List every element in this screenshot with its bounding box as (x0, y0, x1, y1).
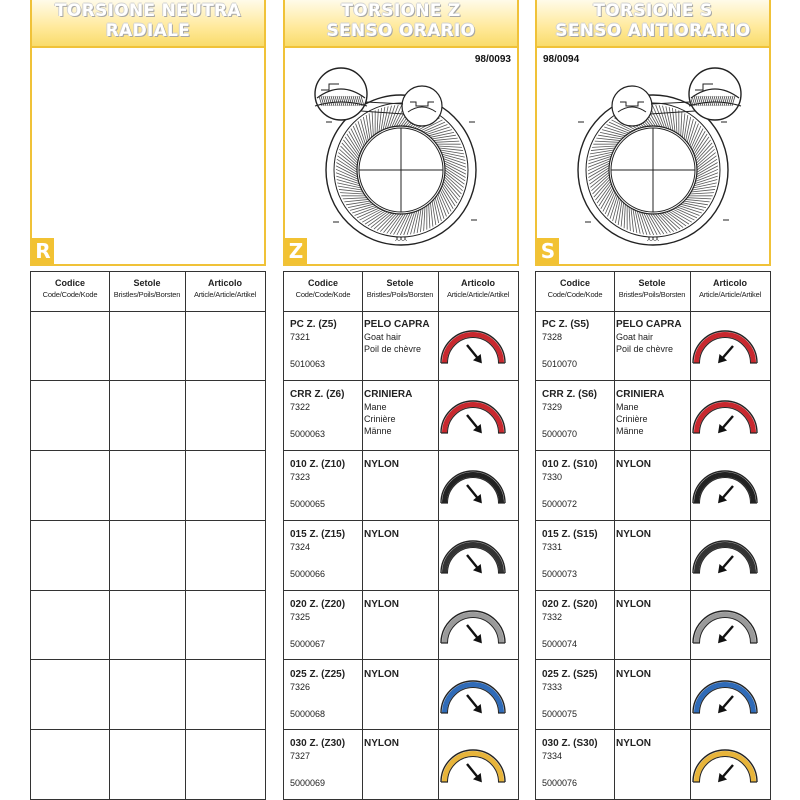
brush-code: 030 Z. (S30) (542, 738, 598, 750)
brush-rotation-icon (438, 738, 508, 790)
wheel-label: XXX (646, 237, 660, 243)
bristle-translation: Poil de chèvre (364, 344, 422, 354)
bristle-type (364, 669, 399, 681)
bristle-name: NYLON (364, 528, 399, 540)
article-number: 5000070 (542, 428, 578, 439)
brush-code: 015 Z. (Z15) (290, 528, 346, 540)
header-setole (614, 272, 690, 311)
header-setole-label: Setole (133, 278, 161, 288)
picture-box (30, 46, 266, 266)
table-header (284, 272, 518, 312)
article-number: 5000065 (290, 498, 326, 509)
brush-code: 015 Z. (S15) (542, 528, 598, 540)
article-number: 5000067 (290, 638, 326, 649)
header-codice-label: Codice (307, 278, 338, 288)
brush-number: 7330 (542, 471, 563, 482)
brush-rotation-icon (438, 319, 508, 371)
bristle-name: NYLON (616, 528, 651, 540)
article-icon-cell (690, 738, 760, 795)
brush-code: 025 Z. (Z25) (290, 668, 346, 680)
table-row (284, 730, 518, 799)
table-row (284, 311, 518, 381)
brush-number: 7322 (290, 401, 311, 412)
article-icon-cell (438, 459, 508, 516)
header-setole (109, 272, 185, 311)
bristle-name: NYLON (364, 458, 399, 470)
header-setole-translations: Bristles/Poils/Borsten (113, 290, 181, 299)
table-row (284, 521, 518, 591)
article-icon-cell (690, 529, 760, 586)
header-articolo-label: Articolo (207, 278, 242, 288)
header-setole (362, 272, 438, 311)
product-table (30, 271, 266, 800)
bristle-translation: Crinière (616, 413, 648, 424)
torsion-letter-badge: R (32, 238, 54, 264)
header-codice (536, 272, 614, 311)
banner-title-line1: TORSIONE NEUTRA (55, 1, 241, 21)
article-number: 5000072 (542, 498, 578, 509)
header-articolo-translations: Article/Article/Artikel (446, 290, 510, 299)
bristle-type (364, 599, 399, 611)
brush-code: PC Z. (Z5) (290, 319, 337, 330)
brush-number: 7333 (542, 681, 563, 692)
torsion-letter-badge: S (537, 238, 559, 264)
bristle-name: NYLON (616, 458, 651, 470)
article-icon-cell (438, 319, 508, 376)
column-banner (30, 0, 266, 46)
product-table (283, 271, 519, 800)
table-header (31, 272, 265, 312)
brush-code: PC Z. (S5) (542, 319, 590, 330)
article-number: 5010070 (542, 359, 578, 369)
brush-rotation-icon (438, 529, 508, 581)
brush-rotation-icon (690, 389, 760, 441)
product-table (535, 271, 771, 800)
column-banner (283, 0, 519, 46)
article-icon-cell (690, 319, 760, 376)
bristle-name: CRINIERA (364, 388, 413, 400)
bristle-translation: Poil de chèvre (616, 344, 674, 354)
article-icon-cell (438, 389, 508, 446)
bristle-name: NYLON (364, 668, 399, 680)
brush-rotation-icon (438, 599, 508, 651)
bristle-name: NYLON (616, 598, 651, 610)
article-icon-cell (438, 529, 508, 586)
article-number: 5000075 (542, 708, 578, 719)
article-number: 5010063 (290, 359, 326, 369)
brush-code: 025 Z. (S25) (542, 668, 598, 680)
table-row (284, 381, 518, 451)
brush-number: 7334 (542, 751, 563, 762)
brush-diagram-s (537, 48, 769, 264)
table-row (536, 381, 770, 451)
brush-rotation-icon (690, 459, 760, 511)
bristle-translation: Männe (616, 425, 644, 436)
table-row (536, 451, 770, 521)
header-articolo-label: Articolo (712, 278, 747, 288)
table-row (536, 730, 770, 799)
bristle-type (364, 529, 399, 541)
brush-rotation-icon (690, 529, 760, 581)
header-articolo-translations: Article/Article/Artikel (698, 290, 762, 299)
article-icon-cell (690, 669, 760, 726)
bristle-type (616, 529, 651, 541)
bristle-type (616, 669, 651, 681)
brush-number: 7324 (290, 541, 311, 552)
brush-code: CRR Z. (Z6) (290, 388, 345, 400)
bristle-translation: Mane (616, 401, 639, 412)
table-row (536, 311, 770, 381)
column-s (535, 0, 771, 800)
article-number: 5000073 (542, 568, 578, 579)
table-row (31, 730, 265, 799)
header-codice-translations: Code/Code/Kode (295, 290, 351, 299)
bristle-translation: Crinière (364, 413, 396, 424)
brush-code: CRR Z. (S6) (542, 388, 597, 400)
table-row (31, 591, 265, 661)
header-articolo (438, 272, 518, 311)
bristle-name: NYLON (616, 668, 651, 680)
brush-number: 7332 (542, 611, 563, 622)
column-z (283, 0, 519, 800)
bristle-name: CRINIERA (616, 388, 665, 400)
header-setole-translations: Bristles/Poils/Borsten (366, 290, 434, 299)
banner-title-line2: SENSO ORARIO (326, 21, 476, 41)
brush-number: 7325 (290, 611, 311, 622)
brush-number: 7326 (290, 681, 311, 692)
bristle-type (364, 459, 399, 471)
table-row (31, 451, 265, 521)
brush-number: 7329 (542, 401, 563, 412)
wheel-label: XXX (394, 237, 408, 243)
bristle-translation: Goat hair (616, 332, 654, 342)
bristle-type (616, 599, 651, 611)
header-codice-translations: Code/Code/Kode (42, 290, 98, 299)
brush-diagram-z (285, 48, 517, 264)
bristle-translation: Goat hair (364, 332, 402, 342)
brush-number: 7327 (290, 751, 311, 762)
table-row (536, 661, 770, 731)
bristle-translation: Mane (364, 401, 387, 412)
header-setole-label: Setole (386, 278, 414, 288)
header-articolo (185, 272, 265, 311)
header-codice-label: Codice (559, 278, 590, 288)
bristle-type (616, 389, 664, 437)
bristle-type (364, 319, 430, 355)
header-codice (284, 272, 362, 311)
article-number: 5000063 (290, 428, 326, 439)
picture-box (535, 46, 771, 266)
table-row (284, 661, 518, 731)
bristle-name: PELO CAPRA (616, 319, 682, 330)
article-icon-cell (690, 459, 760, 516)
brush-number: 7331 (542, 541, 563, 552)
bristle-type (616, 738, 651, 750)
brush-rotation-icon (438, 459, 508, 511)
header-codice-label: Codice (54, 278, 85, 288)
article-icon-cell (438, 599, 508, 656)
table-row (31, 521, 265, 591)
table-row (536, 591, 770, 661)
article-icon-cell (438, 669, 508, 726)
banner-title-line2: RADIALE (105, 21, 191, 41)
brush-code: 010 Z. (S10) (542, 458, 598, 470)
picture-code: 98/0093 (474, 54, 511, 65)
header-setole-translations: Bristles/Poils/Borsten (618, 290, 686, 299)
bristle-name: NYLON (616, 738, 651, 750)
brush-rotation-icon (438, 389, 508, 441)
table-row (536, 521, 770, 591)
brush-number: 7321 (290, 332, 311, 342)
brush-rotation-icon (690, 669, 760, 721)
table-row (31, 661, 265, 731)
brush-rotation-icon (690, 599, 760, 651)
brush-rotation-icon (690, 319, 760, 371)
column-banner (535, 0, 771, 46)
picture-code: 98/0094 (543, 54, 580, 65)
bristle-type (616, 319, 682, 355)
bristle-type (364, 389, 412, 437)
table-row (284, 451, 518, 521)
bristle-name: PELO CAPRA (364, 319, 430, 330)
header-articolo-label: Articolo (460, 278, 495, 288)
brush-rotation-icon (690, 738, 760, 790)
article-number: 5000066 (290, 568, 326, 579)
banner-title-line1: TORSIONE S (593, 1, 713, 21)
brush-code: 010 Z. (Z10) (290, 458, 346, 470)
brush-code: 020 Z. (S20) (542, 598, 598, 610)
table-header (536, 272, 770, 312)
table-row (284, 591, 518, 661)
header-articolo (690, 272, 770, 311)
article-number: 5000076 (542, 778, 578, 789)
article-icon-cell (690, 389, 760, 446)
header-codice-translations: Code/Code/Kode (547, 290, 603, 299)
header-setole-label: Setole (638, 278, 666, 288)
picture-box (283, 46, 519, 266)
table-row (31, 381, 265, 451)
brush-rotation-icon (438, 669, 508, 721)
bristle-name: NYLON (364, 738, 399, 750)
banner-title-line1: TORSIONE Z (341, 1, 461, 21)
article-number: 5000068 (290, 708, 326, 719)
brush-code: 020 Z. (Z20) (290, 598, 346, 610)
bristle-type (616, 459, 651, 471)
brush-number: 7323 (290, 471, 311, 482)
brush-code: 030 Z. (Z30) (290, 738, 346, 750)
bristle-translation: Männe (364, 425, 392, 436)
banner-title-line2: SENSO ANTIORARIO (555, 21, 751, 41)
article-number: 5000074 (542, 638, 578, 649)
table-row (31, 311, 265, 381)
bristle-type (364, 738, 399, 750)
column-r (30, 0, 266, 800)
brush-number: 7328 (542, 332, 563, 342)
article-number: 5000069 (290, 778, 326, 789)
header-articolo-translations: Article/Article/Artikel (193, 290, 257, 299)
article-icon-cell (690, 599, 760, 656)
article-icon-cell (438, 738, 508, 795)
header-codice (31, 272, 109, 311)
torsion-letter-badge: Z (285, 238, 307, 264)
bristle-name: NYLON (364, 598, 399, 610)
